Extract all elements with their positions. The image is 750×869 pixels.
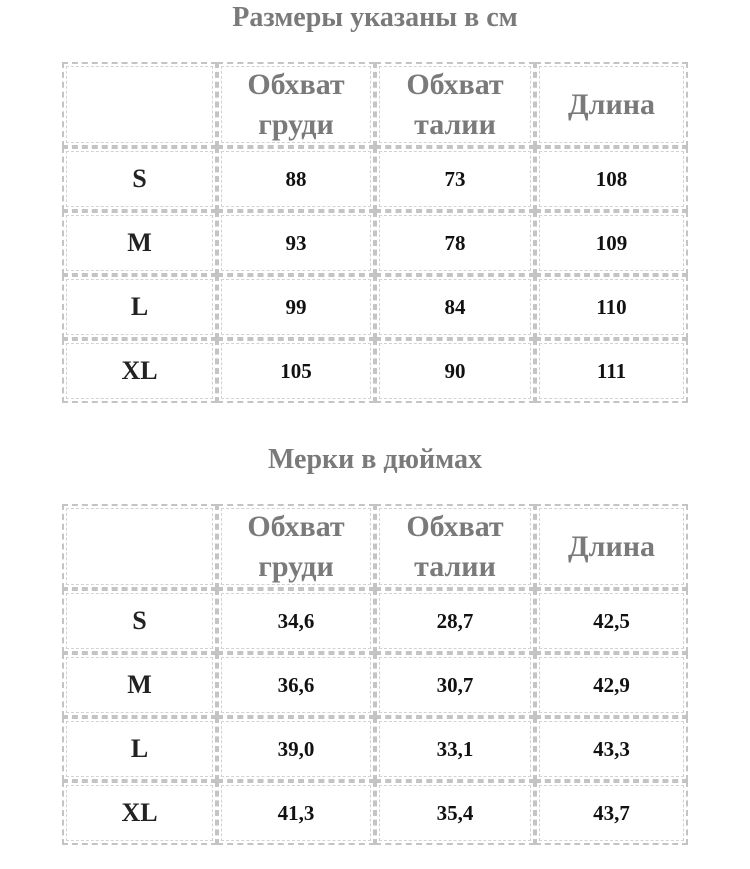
size-label-cell [62, 211, 217, 275]
value-cell [535, 211, 688, 275]
value-cell [535, 653, 688, 717]
value-cell [217, 781, 375, 845]
value-cell [217, 147, 375, 211]
size-label-cell [62, 147, 217, 211]
header-cell [535, 62, 688, 147]
value-cell-text: 36,6 [277, 672, 315, 697]
value-cell-text: 78 [444, 230, 466, 255]
size-table-cm [62, 62, 688, 403]
header-cell [535, 504, 688, 589]
value-cell-text: 90 [444, 358, 466, 383]
value-cell-text: 43,7 [593, 800, 630, 825]
value-cell [217, 275, 375, 339]
header-cell-text: Длина [567, 529, 656, 563]
size-label-cell-text: L [130, 292, 149, 321]
value-cell [375, 211, 535, 275]
value-cell-text: 41,3 [277, 800, 315, 825]
value-cell [375, 339, 535, 403]
size-label-cell-text: S [132, 606, 147, 635]
value-cell-text: 88 [285, 166, 307, 191]
value-cell [375, 653, 535, 717]
size-label-cell [62, 717, 217, 781]
header-cell [62, 504, 217, 589]
value-cell-text: 35,4 [436, 800, 474, 825]
size-label-cell-text: M [127, 228, 152, 257]
value-cell [535, 147, 688, 211]
value-cell-text: 42,5 [593, 608, 630, 633]
value-cell [535, 589, 688, 653]
value-cell-text: 30,7 [436, 672, 474, 697]
value-cell [375, 589, 535, 653]
header-cell-text: Обхват талии [406, 509, 504, 583]
value-cell [375, 717, 535, 781]
value-cell [535, 275, 688, 339]
size-label-cell-text: L [130, 734, 149, 763]
value-cell-text: 109 [595, 230, 628, 255]
header-cell [217, 504, 375, 589]
value-cell [375, 275, 535, 339]
header-cell [375, 504, 535, 589]
value-cell [535, 339, 688, 403]
value-cell [217, 653, 375, 717]
header-cell [217, 62, 375, 147]
size-label-cell [62, 275, 217, 339]
header-cell-text: Длина [567, 87, 656, 121]
header-cell-text: Обхват талии [406, 67, 504, 141]
value-cell-text: 34,6 [277, 608, 315, 633]
size-label-cell [62, 589, 217, 653]
value-cell-text: 108 [595, 166, 628, 191]
header-cell [375, 62, 535, 147]
table-title-cm: Размеры указаны в см [232, 2, 518, 33]
value-cell-text: 43,3 [593, 736, 630, 761]
size-label-cell [62, 653, 217, 717]
value-cell-text: 28,7 [436, 608, 474, 633]
value-cell [375, 781, 535, 845]
value-cell [217, 589, 375, 653]
value-cell [217, 211, 375, 275]
size-label-cell [62, 781, 217, 845]
size-label-cell [62, 339, 217, 403]
size-label-cell-text: XL [121, 356, 158, 385]
value-cell-text: 84 [444, 294, 466, 319]
size-label-cell-text: M [127, 670, 152, 699]
size-label-cell-text: XL [121, 798, 158, 827]
value-cell-text: 110 [596, 294, 627, 319]
value-cell [217, 339, 375, 403]
value-cell-text: 73 [444, 166, 466, 191]
value-cell [535, 781, 688, 845]
header-cell [62, 62, 217, 147]
value-cell-text: 111 [596, 358, 627, 383]
value-cell-text: 42,9 [593, 672, 630, 697]
value-cell-text: 105 [280, 358, 312, 383]
value-cell [217, 717, 375, 781]
value-cell [375, 147, 535, 211]
value-cell-text: 33,1 [436, 736, 474, 761]
header-cell-text: Обхват груди [247, 67, 345, 141]
value-cell-text: 99 [285, 294, 307, 319]
size-label-cell-text: S [132, 164, 147, 193]
value-cell-text: 93 [285, 230, 307, 255]
header-cell-text: Обхват груди [247, 509, 345, 583]
size-table-inches [62, 504, 688, 845]
value-cell [535, 717, 688, 781]
value-cell-text: 39,0 [277, 736, 315, 761]
table-title-inches: Мерки в дюймах [267, 444, 483, 475]
